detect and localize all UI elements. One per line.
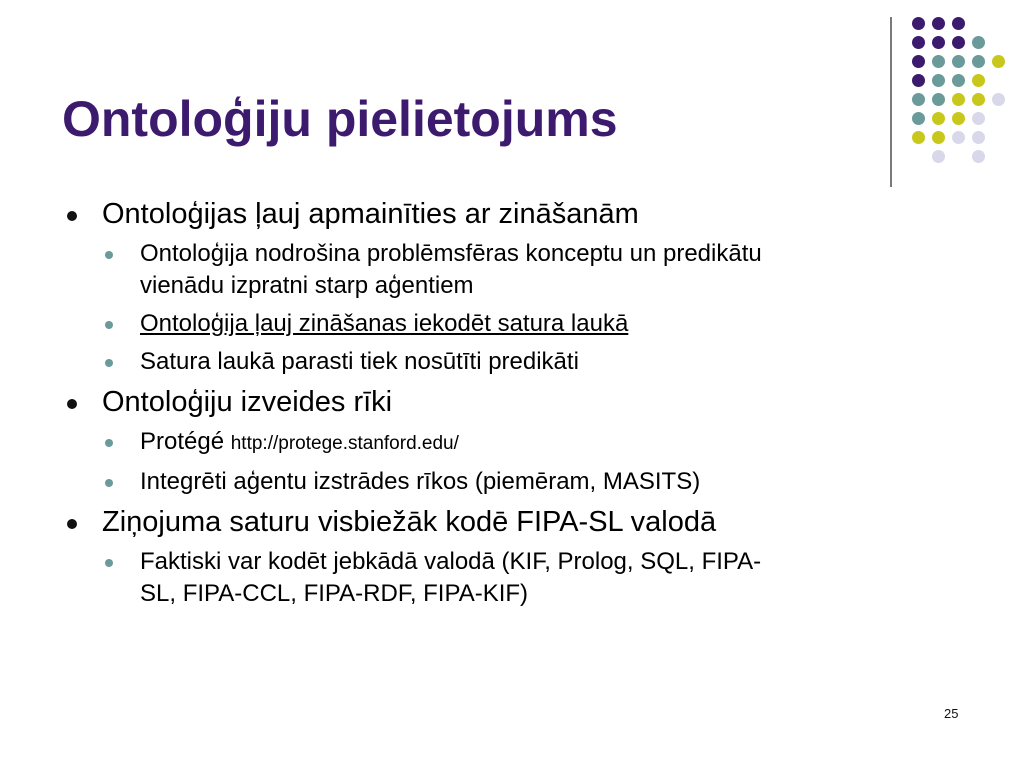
decoration-dot xyxy=(932,150,945,163)
decoration-dot xyxy=(912,93,925,106)
bullet-level2 xyxy=(62,238,962,302)
bullet-text: Satura laukā parasti tiek nosūtīti predikāti xyxy=(140,348,579,375)
bullet-dot-icon xyxy=(67,399,77,409)
bullet-level2 xyxy=(62,466,962,498)
decoration-dot xyxy=(972,74,985,87)
bullet-text: Integrēti aģentu izstrādes rīkos (piemēram, MASITS) xyxy=(140,468,701,495)
bullet-dot-icon xyxy=(67,211,77,221)
decoration-dot xyxy=(992,55,1005,68)
bullet-level2 xyxy=(62,426,962,460)
decoration-dot xyxy=(952,93,965,106)
decoration-dot xyxy=(932,55,945,68)
bullet-level1 xyxy=(62,384,962,420)
bullet-dot-icon xyxy=(105,321,113,329)
decoration-dot xyxy=(972,55,985,68)
decoration-dot xyxy=(952,36,965,49)
decoration-dot xyxy=(952,112,965,125)
decoration-dot xyxy=(972,112,985,125)
decoration-dot xyxy=(972,150,985,163)
page-number: 25 xyxy=(944,706,959,721)
bullet-level2 xyxy=(62,308,962,340)
bullet-text-continuation: SL, FIPA-CCL, FIPA-RDF, FIPA-KIF) xyxy=(140,580,529,607)
bullet-text: Faktiski var kodēt jebkādā valodā (KIF, Prolog, SQL, FIPA- xyxy=(140,548,762,575)
decoration-dot xyxy=(972,36,985,49)
bullet-level2 xyxy=(62,546,962,610)
bullet-dot-icon xyxy=(105,439,113,447)
bullet-text: Ontoloģiju izveides rīki xyxy=(102,386,393,418)
bullet-dot-icon xyxy=(105,479,113,487)
bullet-text-underlined: Ontoloģija ļauj zināšanas iekodēt satura laukā xyxy=(140,310,629,337)
decoration-dot xyxy=(932,131,945,144)
decoration-dot xyxy=(932,93,945,106)
decoration-dot xyxy=(932,74,945,87)
decoration-dot xyxy=(912,131,925,144)
bullet-dot-icon xyxy=(105,359,113,367)
decoration-dot xyxy=(992,93,1005,106)
protege-link[interactable]: http://protege.stanford.edu/ xyxy=(230,433,459,454)
slide-content xyxy=(62,196,962,610)
decoration-dot xyxy=(972,131,985,144)
decoration-dot xyxy=(912,36,925,49)
bullet-dot-icon xyxy=(67,519,77,529)
bullet-text: Ontoloģijas ļauj apmainīties ar zināšanām xyxy=(102,198,639,230)
decoration-dot xyxy=(952,131,965,144)
decoration-dot xyxy=(912,112,925,125)
bullet-text: Ontoloģija nodrošina problēmsfēras konceptu un predikātu xyxy=(140,240,762,267)
decoration-dot xyxy=(932,112,945,125)
decoration-dot xyxy=(912,74,925,87)
bullet-level1 xyxy=(62,196,962,232)
bullet-text: Ziņojuma saturu visbiežāk kodē FIPA-SL valodā xyxy=(102,506,717,538)
decoration-dot xyxy=(952,55,965,68)
bullet-dot-icon xyxy=(105,251,113,259)
divider-line xyxy=(890,17,892,187)
decoration-dot xyxy=(912,55,925,68)
decoration-dot xyxy=(932,36,945,49)
bullet-level1 xyxy=(62,504,962,540)
bullet-text: Protégé xyxy=(140,428,225,455)
bullet-dot-icon xyxy=(105,559,113,567)
decoration-dot xyxy=(912,17,925,30)
page-title: Ontoloģiju pielietojums xyxy=(62,91,618,147)
bullet-level2 xyxy=(62,346,962,378)
bullet-text-continuation: vienādu izpratni starp aģentiem xyxy=(140,272,474,299)
decoration-dot xyxy=(932,17,945,30)
decoration-dot xyxy=(952,17,965,30)
decoration-dot xyxy=(972,93,985,106)
decoration-dot xyxy=(952,74,965,87)
